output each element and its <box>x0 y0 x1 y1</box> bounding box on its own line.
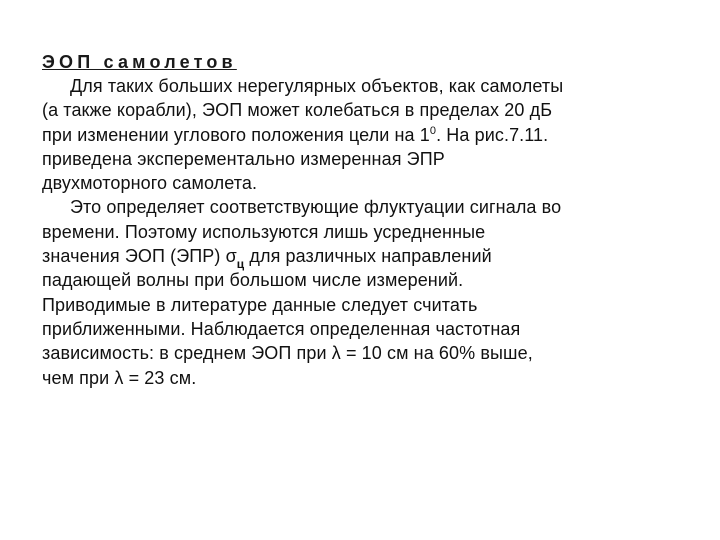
paragraph-2-line-7: зависимость: в среднем ЭОП при λ = 10 см на 60% выше, <box>42 343 533 364</box>
paragraph-2-line-3 <box>42 244 702 272</box>
paragraph-2-line-6: приближенными. Наблюдается определенная частотная <box>42 318 521 339</box>
slide-heading: ЭОП самолетов <box>42 52 237 72</box>
paragraph-2-line-4: падающей волны при большом числе измерений. <box>42 270 464 291</box>
paragraph-1-line-4: приведена эксперементально измеренная ЭПР <box>42 148 445 169</box>
paragraph-2-line-2: времени. Поэтому используются лишь усредненные <box>42 221 486 242</box>
paragraph-1-line-1: Для таких больших нерегулярных объектов, как самолеты <box>70 76 564 96</box>
slide-content <box>42 50 702 390</box>
paragraph-2-line-1: Это определяет соответствующие флуктуации сигнала во <box>70 197 562 218</box>
paragraph-1-line-3-tail: . На рис.7.11. <box>436 124 549 145</box>
paragraph-1-line-2: (а также корабли), ЭОП может колебаться в пределах 20 дБ <box>42 100 553 121</box>
paragraph-2-line-8: чем при λ = 23 см. <box>42 367 197 388</box>
paragraph-2-line-3-text: значения ЭОП (ЭПР) σ <box>42 246 237 267</box>
paragraph-1-line-3 <box>42 123 702 147</box>
paragraph-2-line-5: Приводимые в литературе данные следует считать <box>42 294 478 315</box>
degree-superscript: 0 <box>429 124 437 137</box>
paragraph-1-line-5: двухмоторного самолета. <box>42 173 258 194</box>
sigma-subscript: ц <box>236 257 245 272</box>
paragraph-2-line-3-tail: для различных направлений <box>244 246 492 267</box>
paragraph-2 <box>42 195 702 389</box>
paragraph-1 <box>42 74 702 195</box>
paragraph-1-line-3-text: при изменении углового положения цели на 1 <box>42 124 430 145</box>
